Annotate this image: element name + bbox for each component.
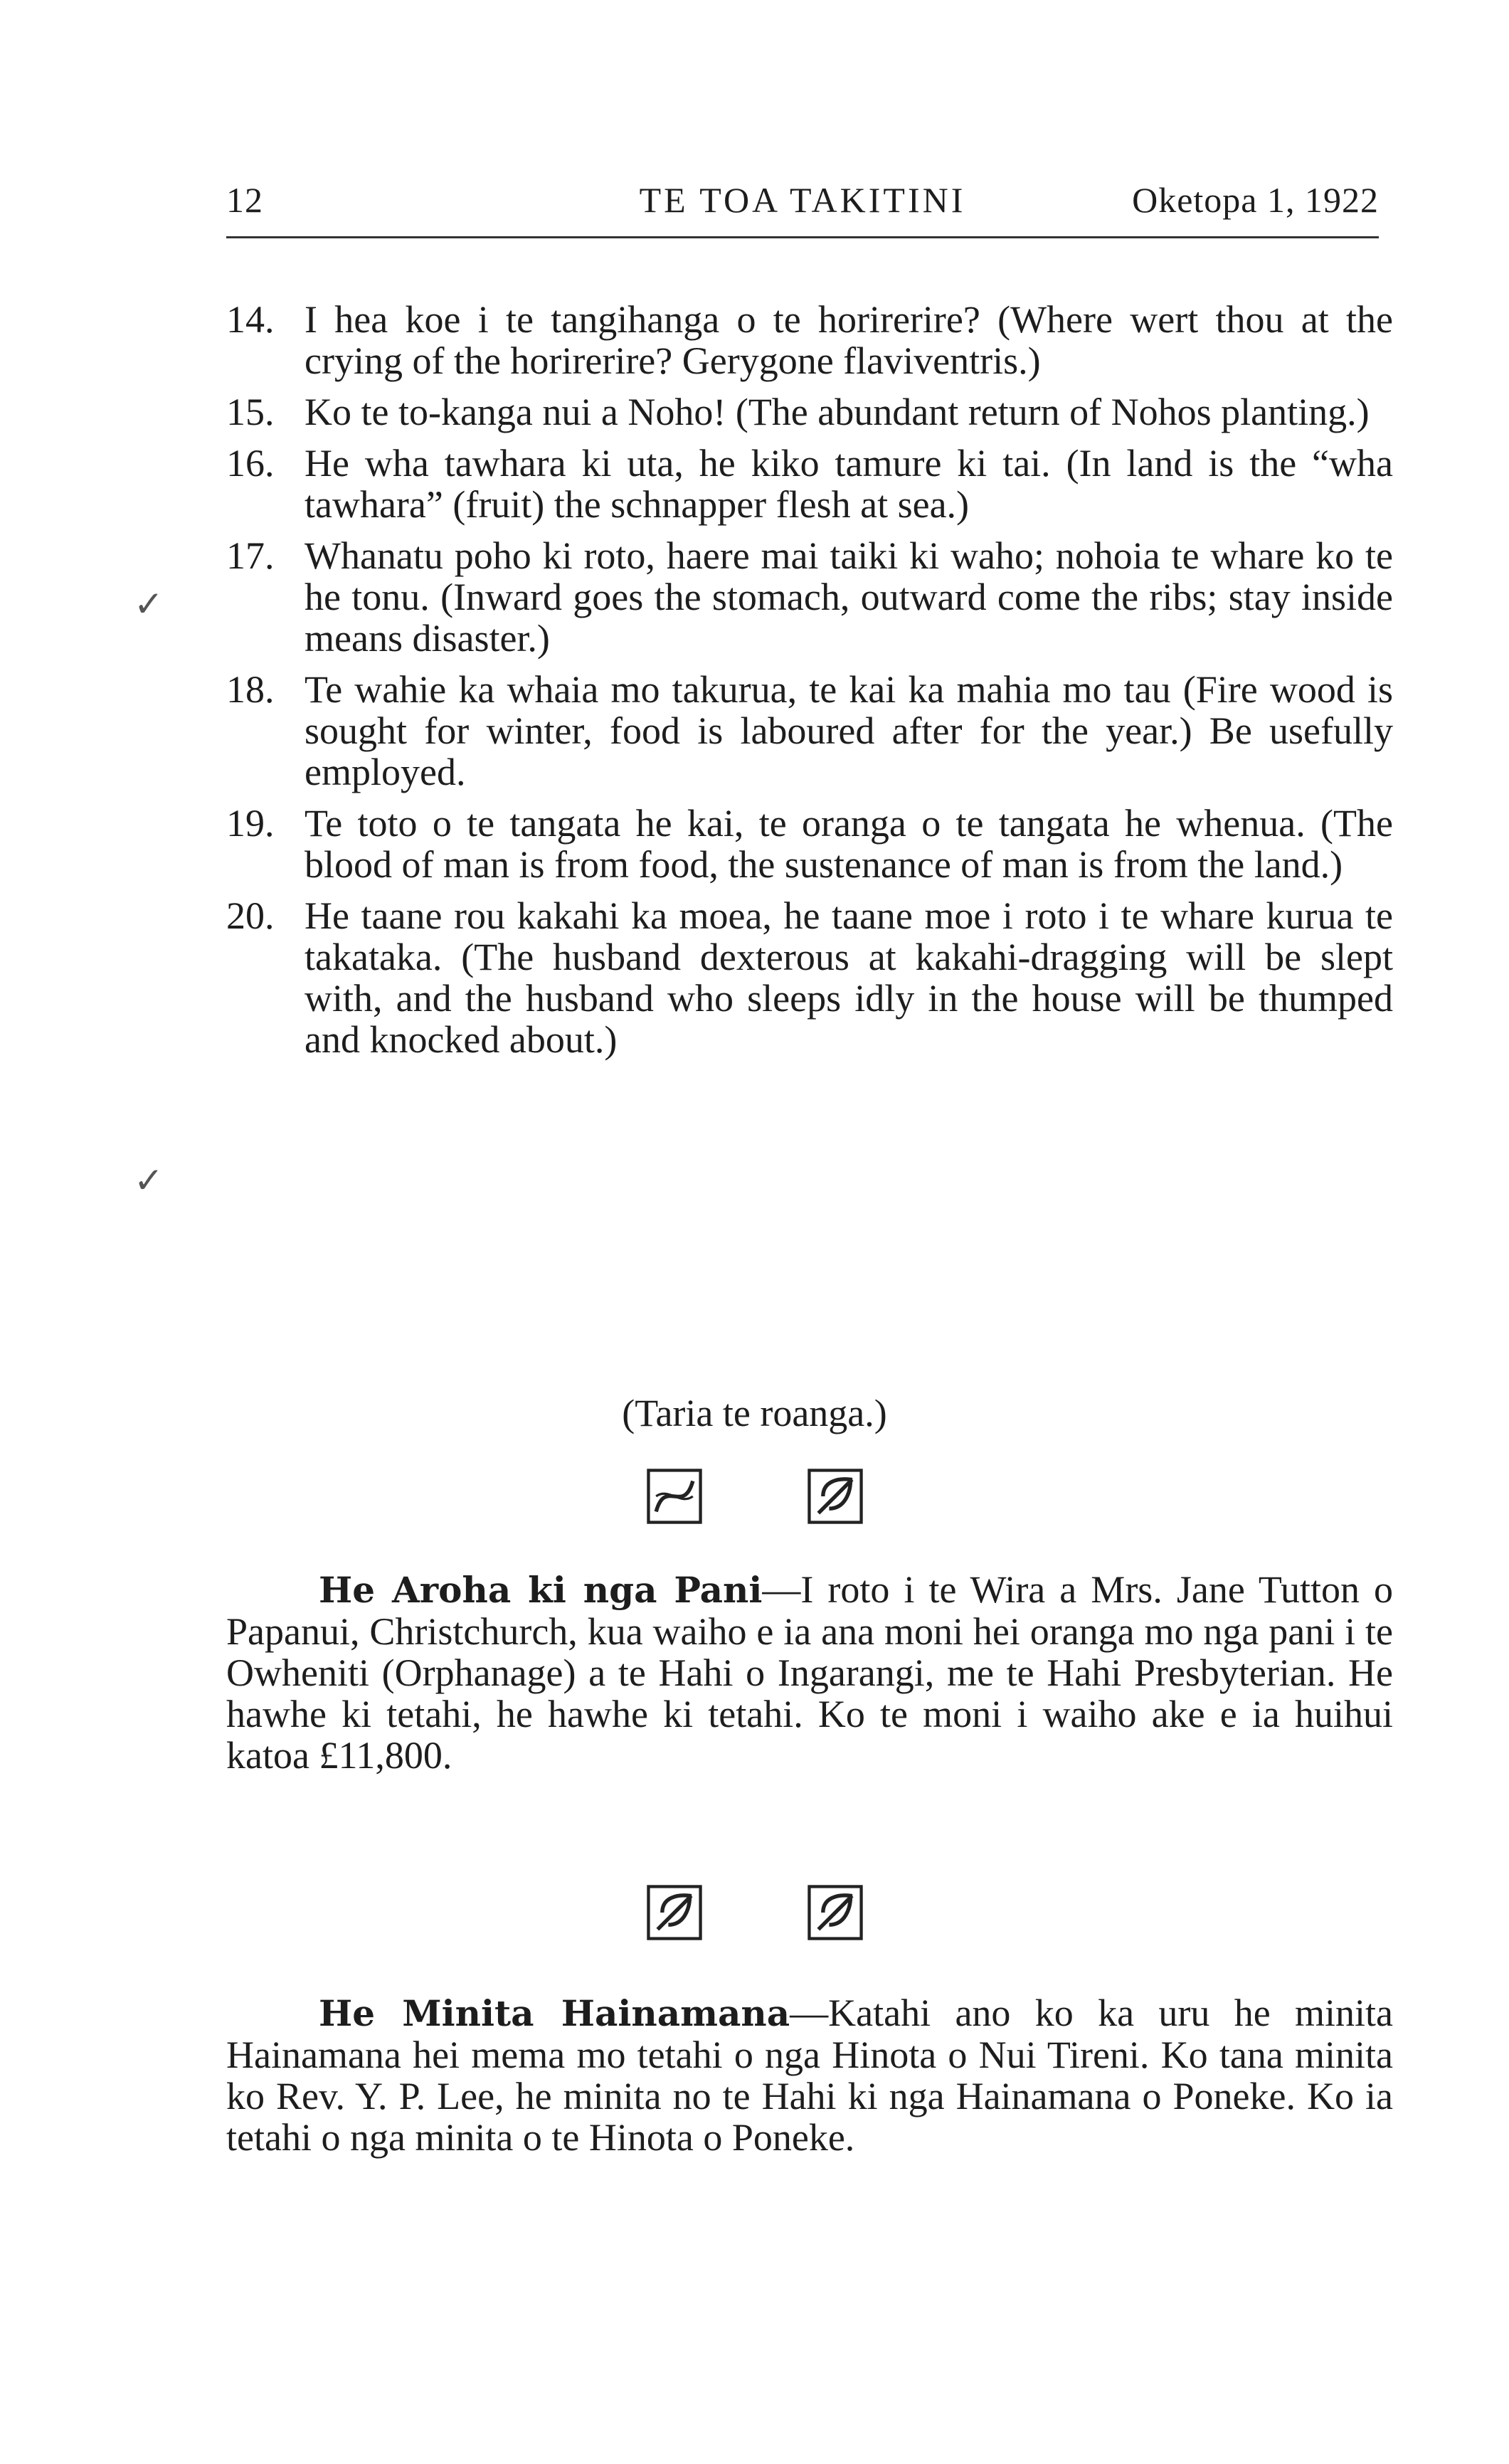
proverb-item	[226, 535, 1393, 659]
proverb-text: He wha tawhara ki uta, he kiko tamure ki tai. (In land is the “wha tawhara” (fruit) the schnapper flesh at sea.)	[305, 442, 1393, 526]
proverb-text: Whanatu poho ki roto, haere mai taiki ki waho; nohoia te whare ko te he tonu. (Inward goes the stomach, outward come the ribs; stay inside means disaster.)	[305, 534, 1393, 660]
proverb-number: 20.	[226, 894, 275, 937]
proverb-number: 19.	[226, 802, 275, 845]
proverb-number: 17.	[226, 534, 275, 577]
margin-check-mark: ✓	[134, 584, 164, 624]
proverb-list	[226, 299, 1393, 1070]
proverb-item	[226, 299, 1393, 381]
article-heading: He Minita Hainamana	[319, 1992, 790, 2034]
swirl-ornament-icon	[644, 1466, 705, 1527]
margin-check-mark: ✓	[134, 1160, 164, 1200]
article-body: —I roto i te Wira a Mrs. Jane Tutton o Papanui, Christchurch, kua waiho e ia ana moni hei oranga mo nga pani i te Owheniti (Orphanage) a te Hahi o Ingarangi, me te Hahi Presbyterian. He hawhe ki tetahi, he hawhe ki tetahi. Ko te moni i waiho ake e ia huihui katoa £11,800.	[226, 1568, 1393, 1777]
proverb-text: He taane rou kakahi ka moea, he taane moe i roto i te whare kurua te takataka. (The husband dexterous at kakahi-dragging will be slept with, and the husband who sleeps idly in the house will be thumped and knocked about.)	[305, 894, 1393, 1061]
article-body: —Katahi ano ko ka uru he minita Hainamana hei mema mo tetahi o nga Hinota o Nui Tireni. Ko tana minita ko Rev. Y. P. Lee, he minita no te Hahi ki nga Hainamana o Poneke. Ko ia tetahi o nga minita o te Hinota o Poneke.	[226, 1992, 1394, 2159]
article-heading: He Aroha ki nga Pani	[319, 1569, 763, 1611]
proverb-item	[226, 391, 1393, 433]
article-chinese-minister	[226, 1992, 1393, 2158]
proverb-item	[226, 669, 1393, 793]
leaf-ornament-icon	[805, 1882, 866, 1943]
proverb-text: Te wahie ka whaia mo takurua, te kai ka mahia mo tau (Fire wood is sought for winter, food is laboured after for the year.) Be usefully employed.	[305, 668, 1393, 793]
proverb-item	[226, 895, 1393, 1060]
publication-title: TE TOA TAKITINI	[639, 180, 966, 220]
issue-date: Oketopa 1, 1922	[1132, 180, 1379, 220]
proverb-number: 16.	[226, 442, 275, 485]
proverb-text: Ko te to-kanga nui a Noho! (The abundant return of Nohos planting.)	[305, 391, 1370, 433]
to-be-continued: (Taria te roanga.)	[622, 1392, 887, 1434]
proverb-number: 18.	[226, 668, 275, 711]
article-orphans-bequest	[226, 1569, 1393, 1776]
ornament-divider	[0, 1882, 1509, 1943]
proverb-item	[226, 443, 1393, 525]
running-head	[226, 179, 1379, 229]
leaf-ornament-icon	[805, 1466, 866, 1527]
proverb-text: I hea koe i te tangihanga o te horirerire? (Where wert thou at the crying of the horirerire? Gerygone flaviventris.)	[305, 298, 1393, 382]
proverb-item	[226, 803, 1393, 885]
proverb-number: 15.	[226, 391, 275, 433]
ornament-divider	[0, 1466, 1509, 1527]
leaf-ornament-icon	[644, 1882, 705, 1943]
page-number: 12	[226, 180, 263, 220]
proverb-number: 14.	[226, 298, 275, 341]
proverb-text: Te toto o te tangata he kai, te oranga o te tangata he whenua. (The blood of man is from food, the sustenance of man is from the land.)	[305, 802, 1393, 886]
header-rule	[226, 236, 1379, 238]
